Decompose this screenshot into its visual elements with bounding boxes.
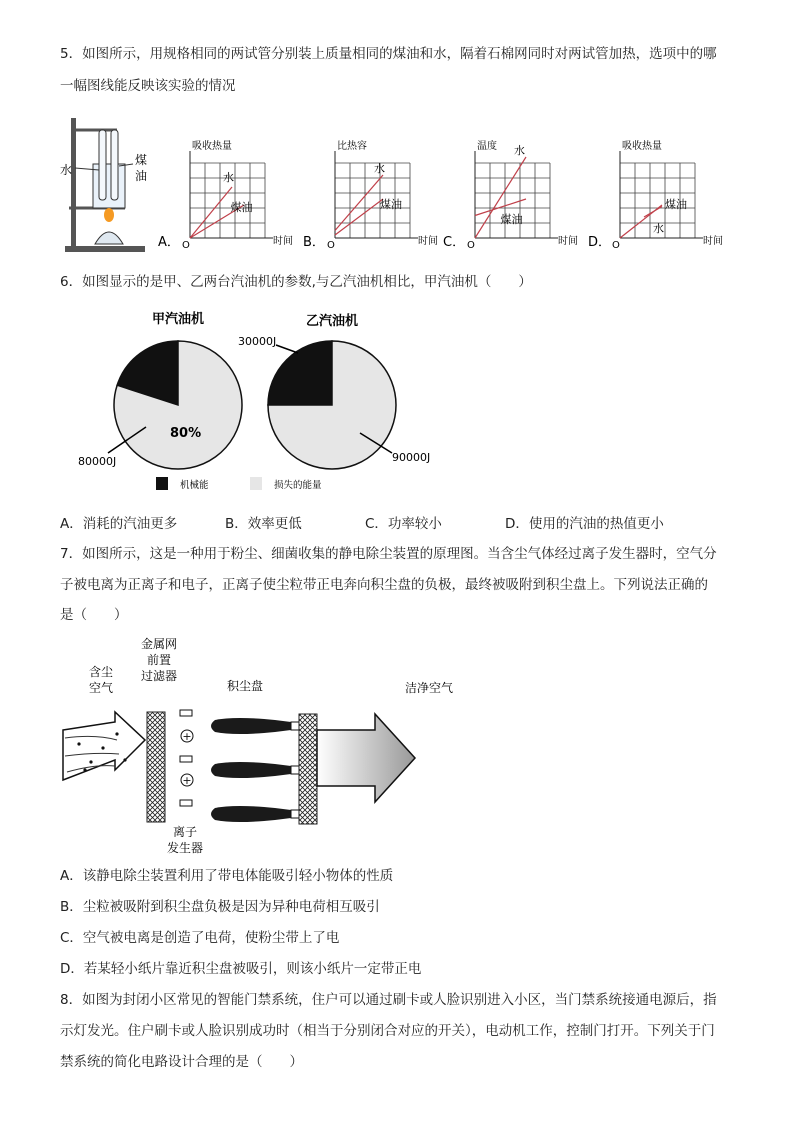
q8-stem-line2: 示灯发光。住户刷卡或人脸识别成功时（相当于分别闭合对应的开关），电动机工作，控制门打开。下列关于门 — [60, 1023, 715, 1039]
legend-mech-label: 机械能 — [180, 480, 209, 491]
q5-graph-label-2: 煤油 — [230, 201, 253, 214]
dust-plate-label: 积尘盘 — [227, 679, 264, 693]
dusty-air-label-2: 空气 — [89, 681, 114, 695]
q5-option-label: A． — [158, 235, 180, 250]
q5-graph-label-1: 水 — [514, 144, 525, 157]
q5-graph-label-2: 水 — [653, 222, 664, 235]
q5-stem-line2: 一幅图线能反映该实验的情况 — [60, 78, 236, 94]
clean-air-arrow — [317, 714, 415, 802]
q5-graph-ylabel: 比热容 — [337, 141, 367, 152]
pie2-slice-mech — [268, 341, 332, 405]
q6-pie-figure — [70, 305, 470, 500]
q5-option-label: B． — [303, 235, 325, 250]
front-mesh-filter — [147, 712, 165, 822]
q5-graph-ylabel: 吸收热量 — [192, 141, 232, 152]
q5-graph-a — [158, 139, 293, 251]
clean-air-label: 洁净空气 — [405, 681, 454, 695]
q5-graph-label-1: 水 — [223, 171, 234, 184]
q5-graph-origin: O — [467, 240, 475, 251]
q7-option-b: B．尘粒被吸附到积尘盘负极是因为异种电荷相互吸引 — [60, 899, 380, 915]
q7-stem-line2: 子被电离为正离子和电子，正离子使尘粒带正电奔向积尘盘的负极，最终被吸附到积尘盘上。下列说法正确的 — [60, 577, 708, 593]
q5-graph-xlabel: 时间 — [273, 236, 293, 247]
filter-label-2: 前置 — [147, 653, 172, 667]
q5-graph-label-1: 水 — [374, 162, 385, 175]
q6-stem: 6．如图显示的是甲、乙两台汽油机的参数,与乙汽油机相比，甲汽油机（ ） — [60, 274, 532, 290]
q5-graph-ylabel: 温度 — [477, 141, 497, 152]
q6-option-d: D．使用的汽油的热值更小 — [505, 516, 664, 532]
legend-loss-swatch — [250, 477, 262, 490]
apparatus-water-label: 水 — [60, 163, 73, 177]
dust-plate-3 — [211, 806, 291, 822]
q5-graph-xlabel: 时间 — [558, 236, 578, 247]
q5-graph-label-1: 煤油 — [665, 198, 687, 211]
q5-graph-d — [588, 139, 723, 251]
pie1-percent-label: 80% — [170, 426, 202, 441]
filter-label-3: 过滤器 — [141, 669, 178, 683]
q7-option-a: A．该静电除尘装置利用了带电体能吸引轻小物体的性质 — [60, 868, 394, 884]
q7-precipitator-diagram — [55, 630, 495, 862]
q5-graph-xlabel: 时间 — [703, 236, 723, 247]
ion-generator-label-1: 离子 — [173, 825, 198, 839]
q5-graph-xlabel: 时间 — [418, 236, 438, 247]
q5-graph-label-2: 煤油 — [500, 213, 523, 226]
dusty-air-label-1: 含尘 — [89, 665, 114, 679]
pie2-loss-label: 90000J — [392, 451, 431, 464]
q5-option-label: D． — [588, 235, 612, 250]
q5-graph-b — [303, 139, 438, 251]
dust-plate-1 — [211, 718, 291, 734]
pie1-title: 甲汽油机 — [151, 312, 205, 327]
filter-label-1: 金属网 — [141, 637, 178, 651]
q5-stem-line1: 5．如图所示，用规格相同的两试管分别装上质量相同的煤油和水，隔着石棉网同时对两试管加热，选项中的哪 — [60, 46, 717, 62]
q5-graph-origin: O — [327, 240, 335, 251]
q8-stem-line1: 8．如图为封闭小区常见的智能门禁系统，住户可以通过刷卡或人脸识别进入小区，当门禁系统接通电源后，指 — [60, 992, 717, 1008]
q8-stem-line3: 禁系统的简化电路设计合理的是（ ） — [60, 1054, 303, 1070]
q5-graph-origin: O — [612, 240, 620, 251]
rear-mesh-filter — [299, 714, 317, 824]
q7-option-d: D．若某轻小纸片靠近积尘盘被吸引，则该小纸片一定带正电 — [60, 961, 422, 977]
q7-stem-line3: 是（ ） — [60, 607, 128, 623]
q5-graph-origin: O — [182, 240, 190, 251]
apparatus-kerosene-label-2: 油 — [135, 169, 148, 183]
pie2-title: 乙汽油机 — [305, 314, 359, 329]
q7-option-c: C．空气被电离是创造了电荷，使粉尘带上了电 — [60, 930, 340, 946]
q5-graph-c — [443, 139, 578, 251]
heating-apparatus-diagram — [60, 118, 147, 252]
q6-option-c: C．功率较小 — [365, 516, 442, 532]
pie1-energy-label: 80000J — [78, 455, 117, 468]
q6-option-a: A．消耗的汽油更多 — [60, 516, 178, 532]
legend-mech-swatch — [156, 477, 168, 490]
legend-loss-label: 损失的能量 — [274, 480, 322, 491]
apparatus-kerosene-label-1: 煤 — [135, 153, 148, 167]
q5-option-label: C． — [443, 235, 466, 250]
ion-generator-label-2: 发生器 — [167, 841, 204, 855]
pie2-mech-label: 30000J — [238, 335, 277, 348]
svg-text:+: + — [182, 730, 192, 743]
svg-text:+: + — [182, 774, 192, 787]
dust-plate-2 — [211, 762, 291, 778]
q5-figure — [55, 108, 755, 258]
q7-stem-line1: 7．如图所示，这是一种用于粉尘、细菌收集的静电除尘装置的原理图。当含尘气体经过离子发生器时，空气分 — [60, 546, 717, 562]
q5-graph-ylabel: 吸收热量 — [622, 141, 662, 152]
q5-graph-label-2: 煤油 — [380, 198, 402, 211]
q6-option-b: B．效率更低 — [225, 516, 302, 532]
